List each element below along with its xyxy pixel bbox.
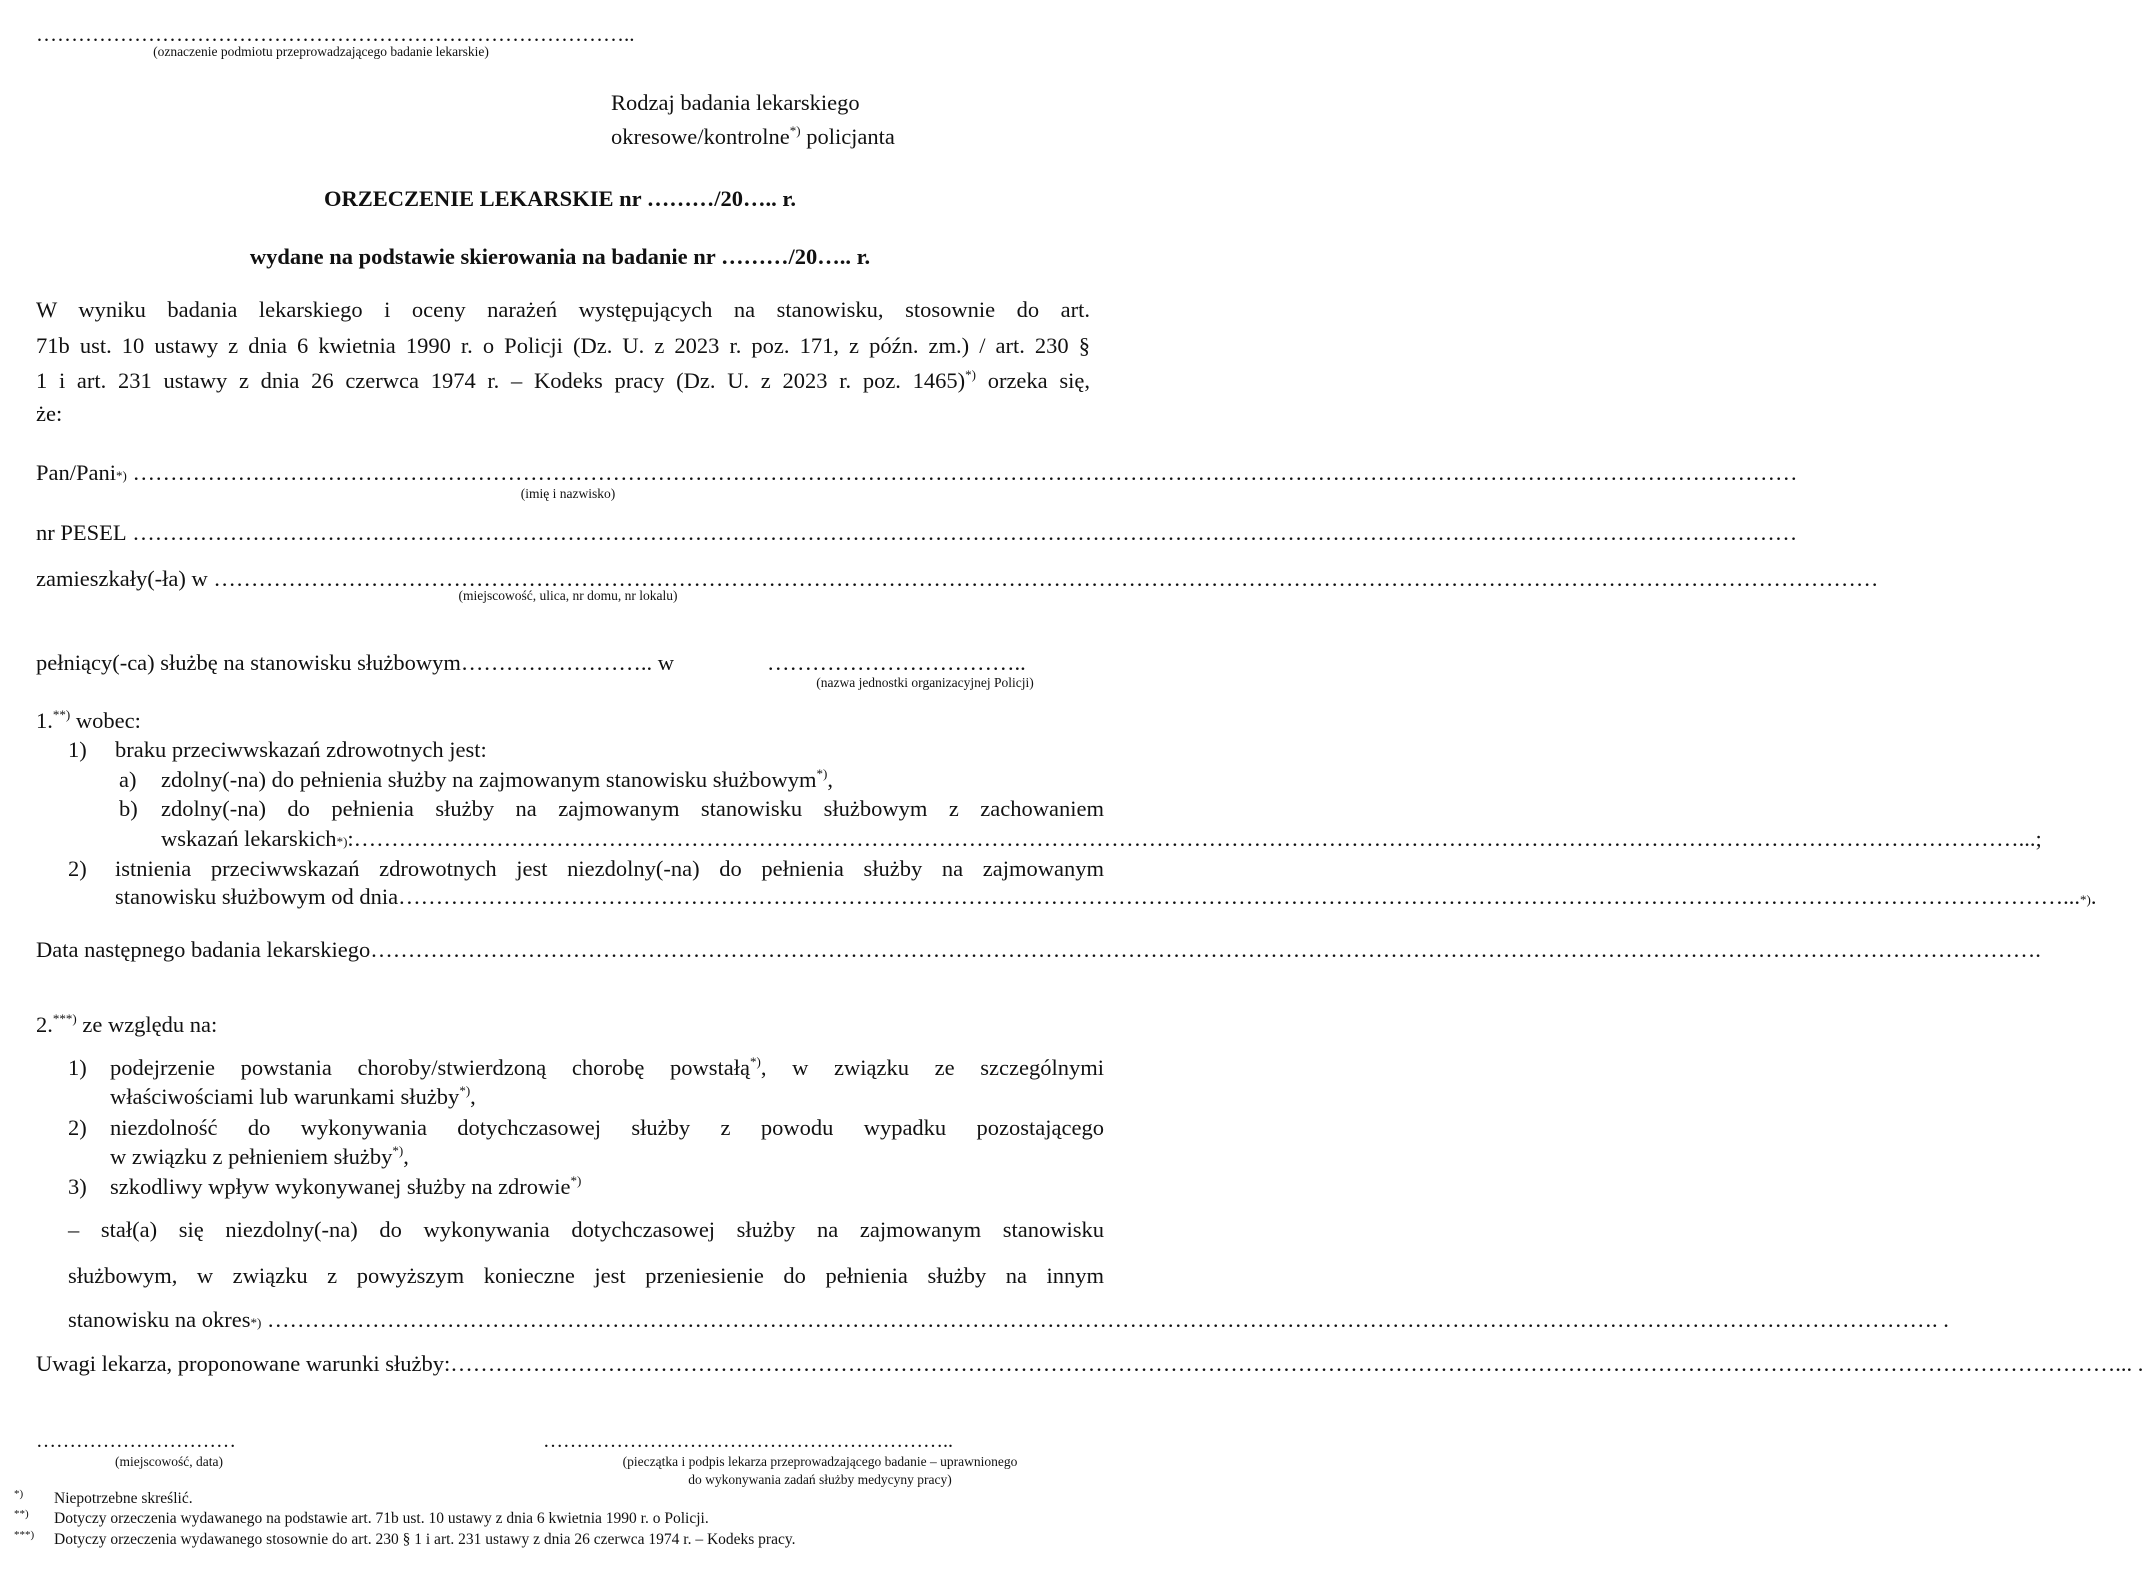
intro-line-3-end: orzeka się,	[975, 368, 1090, 393]
document-subtitle: wydane na podstawie skierowania na badanie nr ………/20….. r.	[249, 244, 871, 269]
item2-end: ...	[2063, 884, 2080, 909]
doctor-signature-dots[interactable]: ……………………………………………………..	[543, 1430, 953, 1452]
item1b-end: ...;	[2018, 826, 2042, 851]
item2-line2-end: ,	[403, 1144, 409, 1169]
intro-line-3	[36, 368, 1090, 394]
unit-dots[interactable]: ……………………………..	[767, 650, 1026, 675]
remarks-field[interactable]	[36, 1351, 2143, 1377]
next-exam-end: .	[2035, 937, 2041, 962]
section1-item2-num: 2)	[68, 856, 87, 881]
footnote-ref: *)	[570, 1173, 582, 1188]
doctor-caption-line1: (pieczątka i podpis lekarza przeprowadzającego badanie – uprawnionego	[622, 1454, 1018, 1469]
section1-item1-text: braku przeciwwskazań zdrowotnych jest:	[115, 737, 487, 762]
footnote-ref: *)	[392, 1143, 404, 1158]
period-end: . .	[1931, 1307, 1949, 1332]
footnote-mark: **)	[14, 1508, 29, 1520]
footnote-ref: ***)	[52, 1011, 77, 1026]
item2-line2-text: w związku z pełnieniem służby	[110, 1144, 393, 1169]
footnote-mark: *)	[14, 1488, 24, 1500]
footnote-ref: *)	[789, 123, 801, 138]
doctor-caption-line2: do wykonywania zadań służby medycyny pracy)	[688, 1472, 952, 1487]
exam-type-suffix: policjanta	[800, 124, 895, 149]
person-name-field[interactable]: Pan/Pani *) ……………………………………………………………………………………………………………………………………………………………………………………………………	[36, 460, 1798, 485]
section2-result-line3[interactable]: stanowisku na okres *) …………………………………………………………………………………………………………………………………………………………………………………………………… . .	[68, 1307, 1949, 1332]
intro-line-1: W wyniku badania lekarskiego i oceny narażeń występujących na stanowisku, stosownie do art.	[36, 297, 1090, 322]
section2-item1-num: 1)	[68, 1055, 87, 1080]
footnote-ref: **)	[52, 707, 71, 722]
exam-type-options[interactable]: okresowe/kontrolne	[611, 124, 790, 149]
section1-item2-line1[interactable]: istnienia przeciwwskazań zdrowotnych jest niezdolny(-na) do pełnienia służby na zajmowanym	[115, 856, 1104, 881]
pesel-field[interactable]	[36, 520, 1798, 546]
item2-text: stanowisku służbowym od dnia	[115, 884, 399, 909]
item1-text-end: , w związku ze szczególnymi	[760, 1055, 1105, 1080]
section1-item1a-num: a)	[119, 767, 137, 792]
item1b-text: wskazań lekarskich	[161, 826, 337, 851]
person-name-dots[interactable]: ……………………………………………………………………………………………………………………………………………………………………………………………………	[132, 460, 1798, 485]
address-caption: (miejscowość, ulica, nr domu, nr lokalu)	[458, 588, 678, 603]
section2-result-line2: służbowym, w związku z powyższym konieczne jest przeniesienie do pełnienia służby na innym	[68, 1263, 1104, 1288]
item1a-end: ,	[827, 767, 833, 792]
footnote-text: Dotyczy orzeczenia wydawanego na podstawie art. 71b ust. 10 ustawy z dnia 6 kwietnia 1990 r. o Policji.	[54, 1510, 709, 1527]
section1-item1-num: 1)	[68, 737, 87, 762]
section2-label: ze względu na:	[76, 1012, 218, 1037]
address-label: zamieszkały(-ła) w	[36, 566, 208, 591]
unit-caption: (nazwa jednostki organizacyjnej Policji)	[816, 675, 1034, 690]
section2-item3-text[interactable]	[110, 1174, 581, 1200]
intro-line-4: że:	[36, 401, 63, 426]
section2-number: 2.	[36, 1012, 53, 1037]
unfit-from-date-dots[interactable]: ……………………………………………………………………………………………………………………………………………………………………………………………………	[398, 884, 2064, 909]
footnote-ref: *)	[816, 766, 828, 781]
person-label: Pan/Pani	[36, 460, 117, 485]
person-caption: (imię i nazwisko)	[520, 486, 616, 501]
pesel-dots[interactable]: ……………………………………………………………………………………………………………………………………………………………………………………………………	[132, 520, 1798, 545]
section1-item1b-line2[interactable]: wskazań lekarskich *) : …………………………………………………………………………………………………………………………………………………………………………………………………… ...;	[161, 826, 2042, 851]
footnote-mark: ***)	[14, 1529, 35, 1541]
item2-period: .	[2090, 884, 2097, 909]
footnote-ref: *)	[965, 367, 976, 382]
section1-item1a-text[interactable]	[161, 767, 833, 793]
footnote-text: Niepotrzebne skreślić.	[54, 1490, 193, 1507]
section2-item1-line1[interactable]	[110, 1055, 1104, 1081]
next-exam-label: Data następnego badania lekarskiego	[36, 937, 371, 962]
entity-dots[interactable]: …………………………………………………………………………..	[36, 22, 635, 46]
section2-heading	[36, 1012, 217, 1038]
item1-text: podejrzenie powstania choroby/stwierdzoną chorobę powstałą	[110, 1055, 750, 1080]
service-label: pełniący(-ca) służbę na stanowisku służbowym	[36, 650, 461, 675]
item3-text: szkodliwy wpływ wykonywanej służby na zdrowie	[110, 1174, 571, 1199]
place-date-dots[interactable]: …………………………	[36, 1430, 236, 1452]
service-field[interactable]	[36, 650, 674, 676]
section1-item1b-line1[interactable]: zdolny(-na) do pełnienia służby na zajmowanym stanowisku służbowym z zachowaniem	[161, 796, 1104, 821]
service-w: w	[657, 650, 674, 675]
section2-item2-line2	[110, 1144, 409, 1170]
period-label: stanowisku na okres	[68, 1307, 251, 1332]
footnote-ref: *)	[459, 1083, 471, 1098]
section2-item3-num: 3)	[68, 1174, 87, 1199]
exam-type-line2	[611, 124, 895, 150]
section2-item1-line2	[110, 1084, 476, 1110]
section1-number: 1.	[36, 708, 53, 733]
address-dots[interactable]: ……………………………………………………………………………………………………………………………………………………………………………………………………	[213, 566, 1879, 591]
section2-item2-line1[interactable]: niezdolność do wykonywania dotychczasowej służby z powodu wypadku pozostającego	[110, 1115, 1104, 1140]
remarks-end: ... .	[2115, 1351, 2143, 1376]
intro-line-2: 71b ust. 10 ustawy z dnia 6 kwietnia 1990 r. o Policji (Dz. U. z 2023 r. poz. 171, z późn. zm.) / art. 230 §	[36, 333, 1090, 358]
medical-indications-dots[interactable]: ……………………………………………………………………………………………………………………………………………………………………………………………………	[353, 826, 2019, 851]
remarks-label: Uwagi lekarza, proponowane warunki służby:	[36, 1351, 451, 1376]
footnote-ref: *)	[749, 1054, 761, 1069]
footnote-text: Dotyczy orzeczenia wydawanego stosownie do art. 230 § 1 i art. 231 ustawy z dnia 26 czerwca 1974 r. – Kodeks pracy.	[54, 1531, 796, 1548]
next-exam-field[interactable]	[36, 937, 2041, 963]
section2-result-line1: – stał(a) się niezdolny(-na) do wykonywania dotychczasowej służby na zajmowanym stanowisku	[68, 1217, 1104, 1242]
item1-line2-end: ,	[470, 1084, 476, 1109]
section1-heading	[36, 708, 141, 734]
transfer-period-dots[interactable]: ……………………………………………………………………………………………………………………………………………………………………………………………………	[266, 1307, 1932, 1332]
remarks-dots[interactable]: ……………………………………………………………………………………………………………………………………………………………………………………………………	[450, 1351, 2116, 1376]
item1b-colon: :	[347, 826, 354, 851]
intro-line-3-text: 1 i art. 231 ustawy z dnia 26 czerwca 1974 r. – Kodeks pracy (Dz. U. z 2023 r. poz. 1465)	[36, 368, 966, 393]
item1-line2-text: właściwościami lub warunkami służby	[110, 1084, 460, 1109]
item1a-text: zdolny(-na) do pełnienia służby na zajmowanym stanowisku służbowym	[161, 767, 817, 792]
next-exam-dots[interactable]: ……………………………………………………………………………………………………………………………………………………………………………………………………	[370, 937, 2036, 962]
section1-label: wobec:	[70, 708, 141, 733]
section1-item1b-num: b)	[119, 796, 138, 821]
document-title: ORZECZENIE LEKARSKIE nr ………/20….. r.	[324, 186, 796, 211]
entity-caption: (oznaczenie podmiotu przeprowadzającego badanie lekarskie)	[153, 44, 489, 59]
service-dots[interactable]: ……………………..	[460, 650, 658, 675]
section1-item2-line2[interactable]: stanowisku służbowym od dnia …………………………………………………………………………………………………………………………………………………………………………………………………… ... *) .	[115, 884, 2097, 909]
place-date-caption: (miejscowość, data)	[115, 1454, 223, 1469]
pesel-label: nr PESEL	[36, 520, 127, 545]
section2-item2-num: 2)	[68, 1115, 87, 1140]
exam-type-line1: Rodzaj badania lekarskiego	[611, 90, 860, 115]
